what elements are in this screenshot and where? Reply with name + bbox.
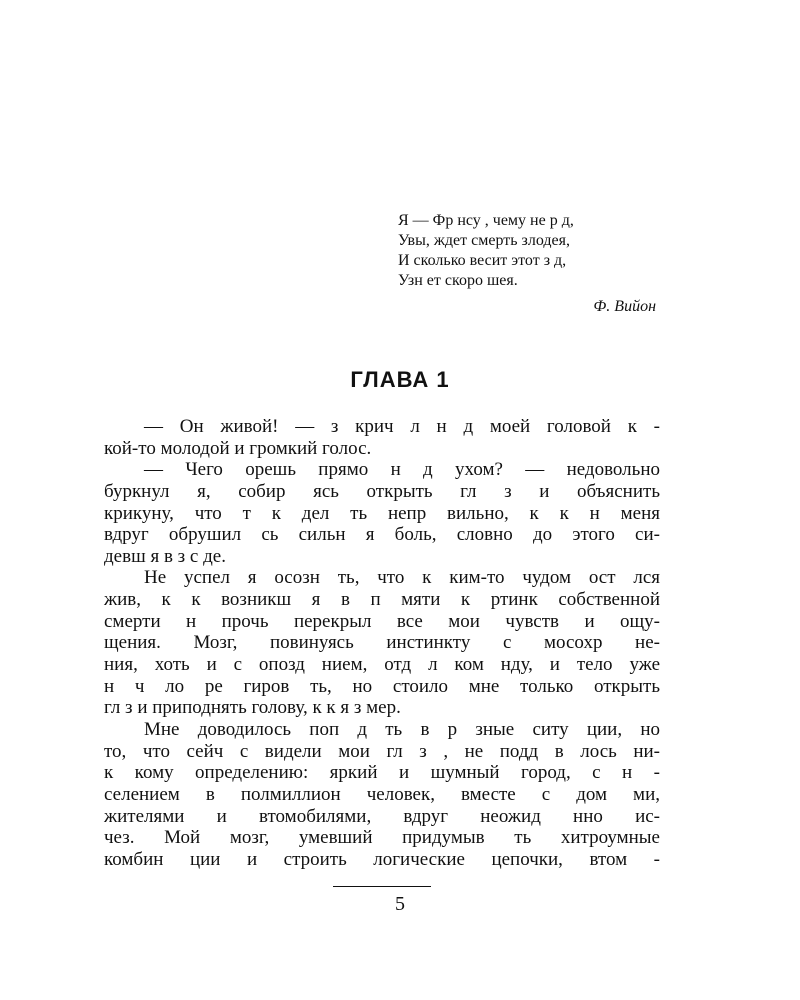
text-line: к кому определению: яркий и шумный город, с н - [104,762,660,784]
text-line: кой-то молодой и громкий голос. [104,437,372,459]
body-text [104,416,660,870]
epigraph-line: Узн ет скоро шея. [398,272,518,289]
text-line: Не успел я осозн ть, что к ким-то чудом ост лся [144,567,660,589]
text-line: девш я в з с де. [104,545,226,567]
epigraph-line: Я — Фр нсу , чему не р д, [398,212,574,229]
text-line: н ч ло ре гиров ть, но стоило мне только открыть [104,675,660,697]
text-line: комбин ции и строить логические цепочки, втом - [104,848,660,870]
text-line: гл з и приподнять голову, к к я з мер. [104,697,401,719]
text-line: жив, к к возникш я в п мяти к ртинк собственной [104,589,660,611]
chapter-title: ГЛАВА 1 [350,367,450,392]
text-line: селением в полмиллион человек, вместе с дом ми, [104,783,660,805]
text-line: чез. Мой мозг, умевший придумыв ть хитроумные [104,827,660,849]
text-line: смерти н прочь перекрыл все мои чувств и ощу- [104,610,660,632]
text-line: — Он живой! — з крич л н д моей головой к - [144,416,660,437]
text-line: — Чего орешь прямо н д ухом? — недовольно [144,459,660,481]
text-line: Мне доводилось поп д ть в р зные ситу ции, но [144,718,660,740]
epigraph-author: Ф. Вийон [593,298,656,315]
text-line: крикуну, что т к дел ть непр вильно, к к н меня [104,502,660,524]
epigraph-line: И сколько весит этот з д, [398,252,567,269]
page-number: 5 [395,893,405,915]
text-line: буркнул я, собир ясь открыть гл з и объяснить [104,480,660,502]
text-line: жителями и втомобилями, вдруг неожид нно ис- [104,805,660,827]
text-line: ния, хоть и с опозд нием, отд л ком нду, и тело уже [104,654,660,676]
footer-rule [333,886,431,887]
epigraph [398,211,668,317]
text-line: щения. Мозг, повинуясь инстинкту с мосохр не- [104,632,660,654]
text-line: то, что сейч с видели мои гл з , не подд в лось ни- [104,740,660,762]
epigraph-line: Увы, ждет смерть злодея, [398,232,570,249]
text-line: вдруг обрушил сь сильн я боль, словно до этого си- [104,524,660,546]
